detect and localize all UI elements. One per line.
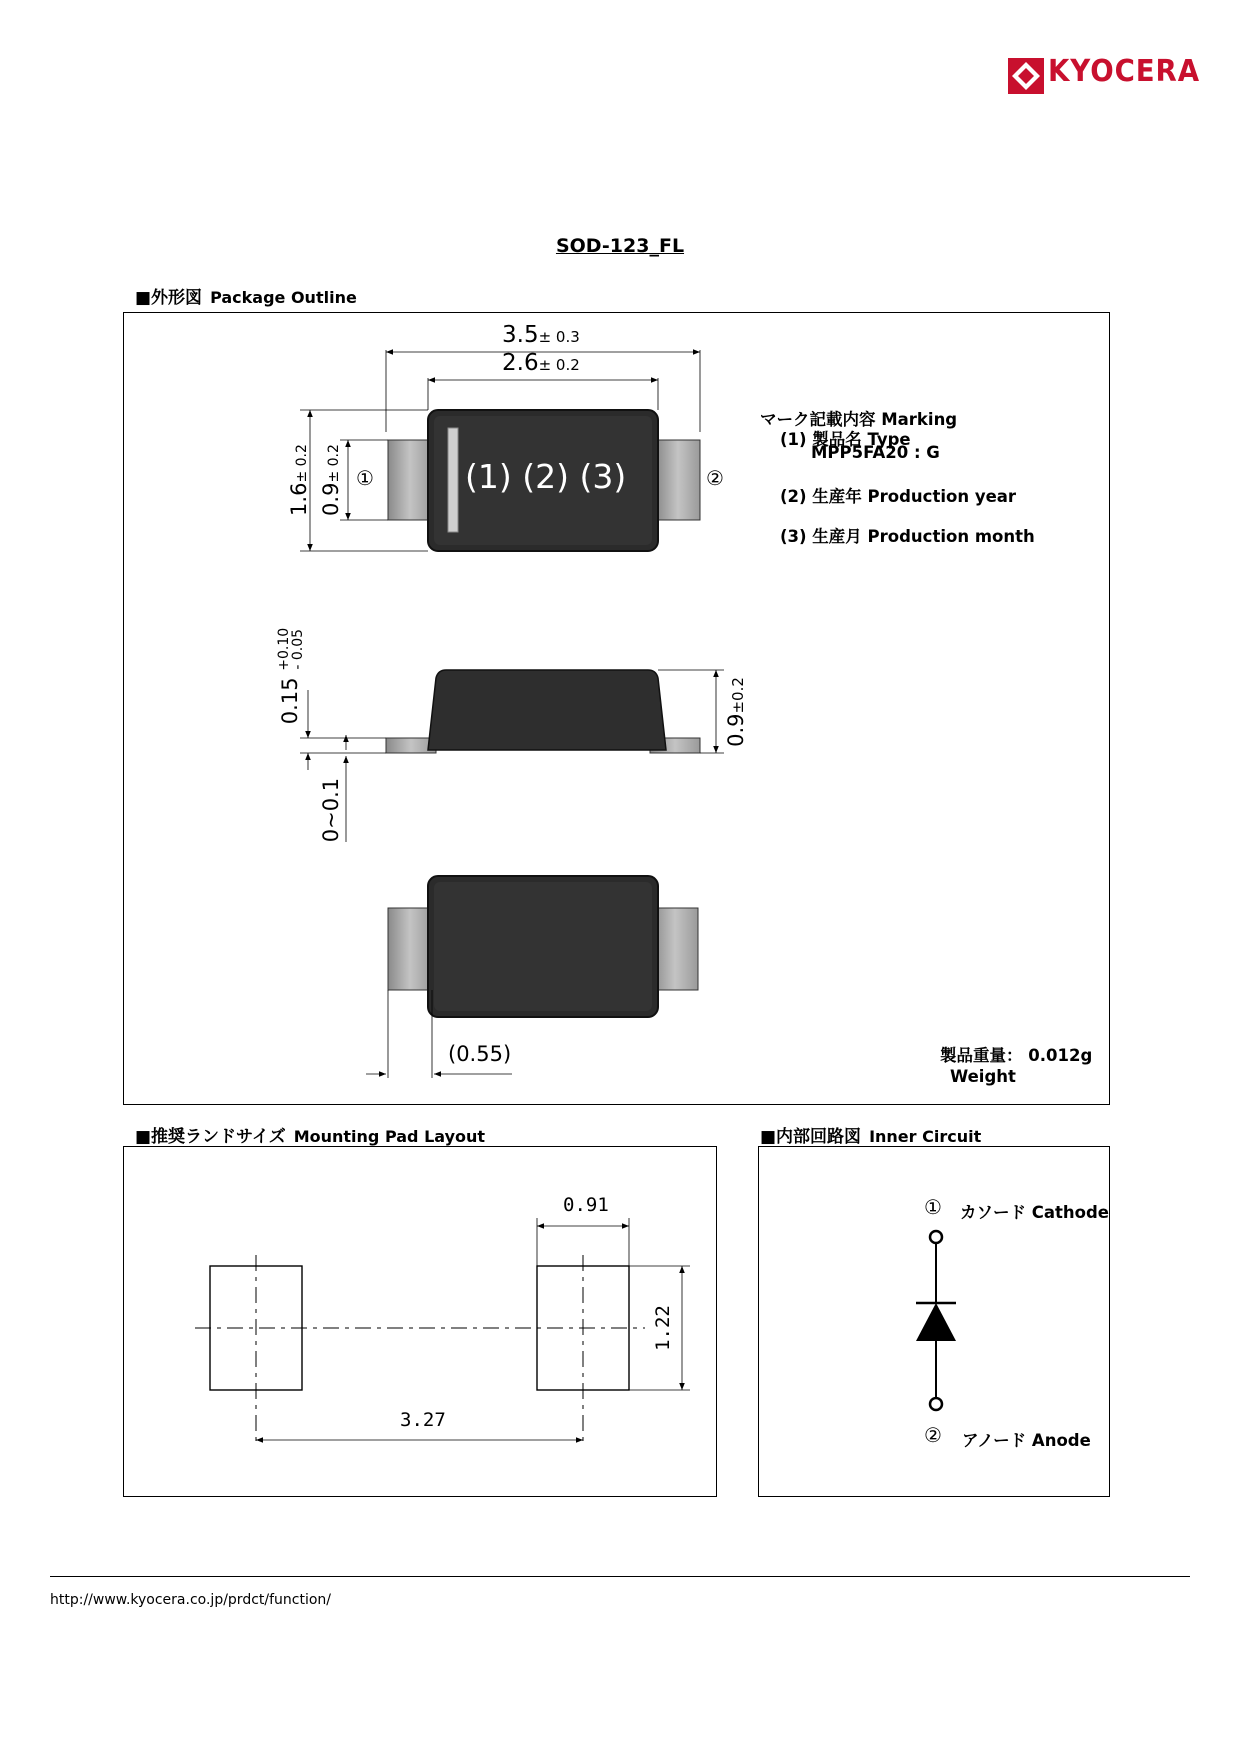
- pin1-label: ①: [356, 466, 374, 490]
- dim-lead-length: (0.55): [448, 1042, 512, 1066]
- cathode-label: カソード Cathode: [960, 1203, 1109, 1222]
- marking-item1-value: MPP5FA20 : G: [811, 443, 940, 462]
- side-view: [300, 670, 724, 842]
- dim-lead-thickness: 0.15 +0.10 - 0.05: [276, 627, 306, 725]
- dim-package-height: 0.9±0.2: [724, 677, 748, 747]
- marking-text: (1) (2) (3): [465, 457, 627, 496]
- kyocera-logo-text: KYOCERA: [1048, 54, 1201, 89]
- section-label-jp: ■外形図: [135, 288, 203, 308]
- footer-divider: [50, 1576, 1190, 1577]
- bottom-view: [366, 876, 698, 1078]
- marking-heading: マーク記載内容 Marking: [760, 410, 958, 429]
- dim-total-length: 3.5± 0.3: [502, 322, 580, 348]
- weight-value: 0.012g: [1028, 1046, 1093, 1065]
- dim-pad-height: 1.22: [652, 1305, 674, 1351]
- anode-label: アノード Anode: [962, 1431, 1091, 1450]
- dim-standoff: 0~0.1: [319, 777, 343, 843]
- dim-pad-width: 0.91: [563, 1194, 609, 1216]
- section-header-pad: ■推奨ランドサイズ Mounting Pad Layout: [135, 1127, 486, 1147]
- footer-url: http://www.kyocera.co.jp/prdct/function/: [50, 1592, 332, 1608]
- marking-item3: (3) 生産月 Production month: [780, 527, 1035, 546]
- pin2-label: ②: [706, 466, 724, 490]
- dim-pad-pitch: 3.27: [400, 1409, 446, 1431]
- weight-label: 製品重量： 0.012g: [940, 1046, 1093, 1065]
- top-view: [300, 350, 700, 551]
- marking-item1: (1) 製品名 Type: [780, 430, 911, 449]
- dim-lead-width: 0.9± 0.2: [319, 444, 343, 516]
- pad-layout-panel: [123, 1146, 717, 1497]
- marking-item2: (2) 生産年 Production year: [780, 487, 1017, 506]
- section-label-en: Package Outline: [210, 288, 357, 307]
- dim-body-width: 1.6± 0.2: [287, 444, 311, 516]
- dim-body-length: 2.6± 0.2: [502, 350, 580, 376]
- page-title: SOD-123_FL: [555, 235, 685, 257]
- cathode-pin-number: ①: [924, 1195, 942, 1219]
- anode-pin-number: ②: [924, 1423, 942, 1447]
- section-header-circuit: ■内部回路図 Inner Circuit: [760, 1127, 982, 1147]
- weight-label-en: Weight: [950, 1067, 1016, 1086]
